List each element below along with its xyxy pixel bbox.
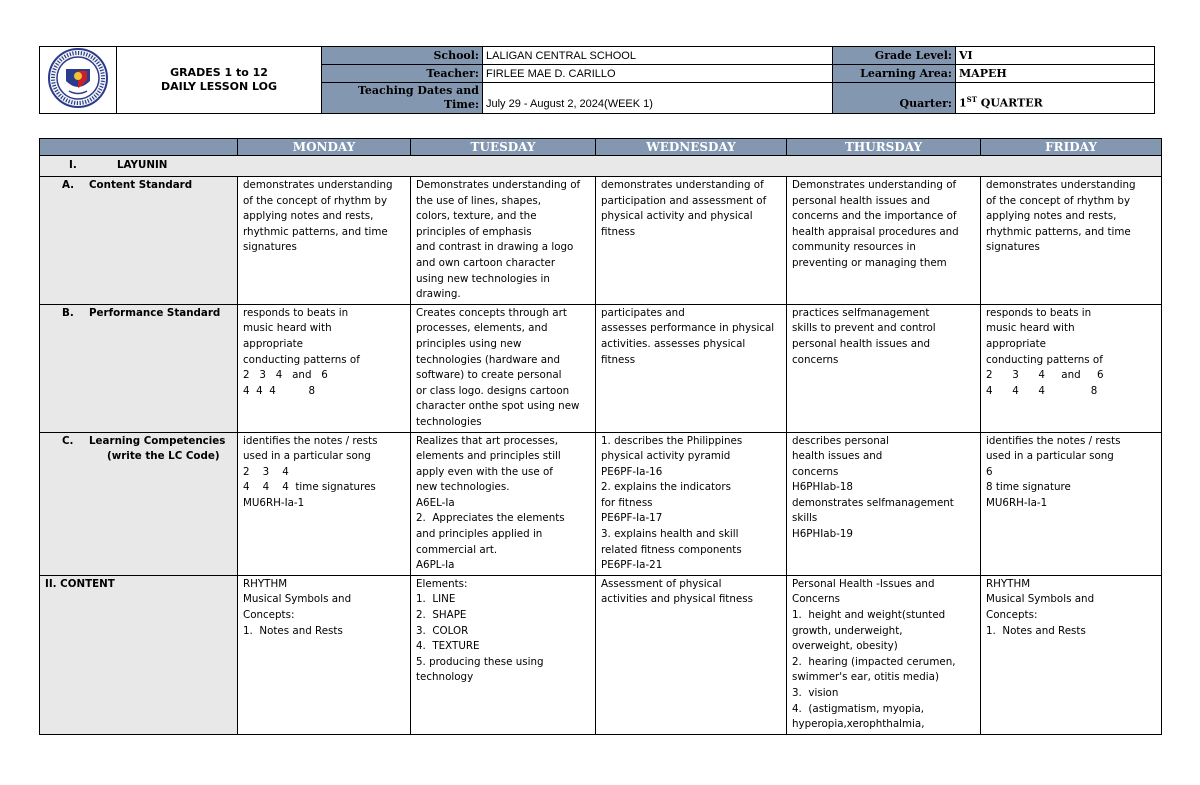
cell-line: Elements: — [416, 577, 468, 590]
cell-line: Personal Health -Issues and — [792, 577, 935, 590]
row-content-standard — [40, 177, 1162, 305]
cell-line: H6PHIab-18 — [792, 481, 853, 494]
row-label — [40, 575, 238, 734]
cell-line: appropriate — [986, 337, 1047, 350]
cell-line: 4 4 4 8 — [243, 384, 316, 397]
school-value: LALIGAN CENTRAL SCHOOL — [483, 47, 833, 65]
cell-thursday — [787, 575, 981, 734]
row-label — [40, 177, 238, 305]
cell-line: RHYTHM — [986, 577, 1031, 590]
cell-line: Musical Symbols and — [986, 593, 1095, 606]
cell-line: skills — [792, 512, 818, 525]
cell-monday — [238, 177, 411, 305]
cell-line: 5. producing these using — [416, 655, 544, 668]
cell-line: physical activity and physical — [601, 210, 753, 223]
cell-line: overweight, obesity) — [792, 640, 898, 653]
cell-line: technologies — [416, 415, 482, 428]
day-tuesday: TUESDAY — [411, 139, 596, 156]
header-table — [39, 46, 1155, 114]
corner-cell — [40, 139, 238, 156]
area-value: MAPEH — [956, 65, 1155, 83]
section-layunin — [40, 156, 1162, 177]
cell-line: processes, elements, and — [416, 322, 548, 335]
cell-line: 6 — [986, 465, 993, 478]
cell-line: H6PHIab-19 — [792, 528, 853, 541]
row-number: C. — [62, 434, 74, 447]
day-header-row — [40, 139, 1162, 156]
quarter-number: 1 — [959, 97, 967, 110]
cell-line: 8 time signature — [986, 481, 1071, 494]
cell-friday — [981, 177, 1162, 305]
school-label: School: — [322, 47, 483, 65]
cell-line: 1. describes the Philippines — [601, 434, 743, 447]
cell-line: responds to beats in — [986, 306, 1092, 319]
cell-line: rhythmic patterns, and time — [986, 225, 1131, 238]
cell-monday — [238, 304, 411, 432]
cell-wednesday — [596, 575, 787, 734]
cell-line: demonstrates understanding — [243, 179, 393, 191]
cell-line: apply even with the use of — [416, 465, 553, 478]
cell-thursday — [787, 304, 981, 432]
cell-line: 3. vision — [792, 687, 839, 699]
cell-thursday — [787, 432, 981, 575]
cell-line: 4. (astigmatism, myopia, — [792, 702, 925, 715]
cell-tuesday — [411, 177, 596, 305]
cell-friday — [981, 432, 1162, 575]
cell-line: technologies (hardware and — [416, 353, 561, 366]
cell-line: used in a particular song — [986, 450, 1114, 463]
cell-line: signatures — [986, 241, 1040, 254]
cell-line: PE6PF-Ia-21 — [601, 559, 663, 572]
logo-cell — [40, 47, 117, 114]
cell-line: applying notes and rests, — [986, 210, 1117, 223]
cell-line: 1. Notes and Rests — [986, 624, 1086, 637]
cell-line: of the concept of rhythm by — [243, 194, 388, 207]
cell-thursday — [787, 177, 981, 305]
cell-line: commercial art. — [416, 543, 498, 556]
row-label — [40, 432, 238, 575]
cell-line: Assessment of physical — [601, 577, 722, 590]
title-line-2: DAILY LESSON LOG — [160, 80, 278, 93]
row-title: Content Standard — [89, 179, 193, 191]
row-title: Learning Competencies — [89, 434, 226, 447]
row-number: A. — [62, 179, 75, 191]
cell-line: concerns — [792, 353, 839, 366]
cell-line: 2. Appreciates the elements — [416, 512, 565, 525]
quarter-suffix: ST — [966, 95, 977, 105]
cell-line: signatures — [243, 241, 297, 254]
cell-line: activities and physical fitness — [601, 593, 753, 606]
cell-line: 4. TEXTURE — [416, 640, 480, 653]
row-performance-standard — [40, 304, 1162, 432]
cell-line: fitness — [601, 353, 636, 366]
day-wednesday: WEDNESDAY — [596, 139, 787, 156]
quarter-word: QUARTER — [976, 97, 1043, 110]
cell-line: 2. SHAPE — [416, 609, 467, 622]
cell-line: of the concept of rhythm by — [986, 194, 1131, 207]
section-layunin-label — [40, 156, 1162, 177]
cell-line: demonstrates selfmanagement — [792, 496, 954, 509]
cell-line: 1. Notes and Rests — [243, 624, 343, 637]
section-number: I. — [69, 159, 77, 172]
row-subtitle: (write the LC Code) — [107, 450, 220, 463]
cell-line: colors, texture, and the — [416, 210, 537, 223]
cell-line: conducting patterns of — [986, 353, 1103, 366]
section-title: LAYUNIN — [117, 159, 168, 172]
cell-line: demonstrates understanding of — [601, 179, 764, 191]
cell-line: describes personal — [792, 434, 889, 447]
cell-wednesday — [596, 304, 787, 432]
cell-line: demonstrates understanding — [986, 179, 1136, 191]
cell-tuesday — [411, 432, 596, 575]
day-monday: MONDAY — [238, 139, 411, 156]
cell-line: RHYTHM — [243, 577, 288, 590]
cell-line: hyperopia,xerophthalmia, — [792, 718, 925, 731]
cell-line: or class logo. designs cartoon — [416, 384, 570, 397]
cell-line: appropriate — [243, 337, 304, 350]
dates-label-line-1: Teaching Dates and — [357, 84, 479, 97]
dates-label — [322, 83, 483, 114]
row-number: B. — [62, 306, 74, 319]
cell-line: using new technologies in — [416, 272, 550, 285]
cell-line: physical activity pyramid — [601, 450, 731, 463]
cell-line: 2. explains the indicators — [601, 481, 731, 494]
cell-line: music heard with — [986, 322, 1075, 335]
cell-line: PE6PF-Ia-17 — [601, 512, 663, 525]
cell-friday — [981, 304, 1162, 432]
cell-line: drawing. — [416, 288, 461, 301]
cell-line: 3. COLOR — [416, 624, 469, 637]
cell-line: and own cartoon character — [416, 256, 556, 269]
cell-line: participation and assessment of — [601, 194, 767, 207]
teacher-label: Teacher: — [322, 65, 483, 83]
lesson-table — [39, 138, 1162, 735]
cell-line: applying notes and rests, — [243, 210, 374, 223]
cell-line: for fitness — [601, 496, 653, 509]
quarter-label: Quarter: — [833, 83, 956, 114]
cell-line: rhythmic patterns, and time — [243, 225, 388, 238]
cell-line: personal health issues and — [792, 194, 931, 207]
cell-wednesday — [596, 432, 787, 575]
cell-line: assesses performance in physical — [601, 322, 775, 335]
grade-value: VI — [956, 47, 1155, 65]
cell-line: identifies the notes / rests — [243, 434, 378, 447]
dates-value: July 29 - August 2, 2024(WEEK 1) — [483, 83, 833, 114]
teacher-value: FIRLEE MAE D. CARILLO — [483, 65, 833, 83]
cell-line: personal health issues and — [792, 337, 931, 350]
day-friday: FRIDAY — [981, 139, 1162, 156]
cell-line: Realizes that art processes, — [416, 434, 559, 447]
cell-line: Musical Symbols and — [243, 593, 352, 606]
cell-line: responds to beats in — [243, 306, 349, 319]
cell-line: community resources in — [792, 241, 916, 254]
cell-line: Creates concepts through art — [416, 306, 567, 319]
cell-line: and principles applied in — [416, 528, 543, 541]
log-title — [117, 47, 322, 114]
dates-label-line-2: Time: — [443, 98, 479, 111]
cell-line: principles of emphasis — [416, 225, 532, 238]
row-label — [40, 304, 238, 432]
cell-line: PE6PF-Ia-16 — [601, 465, 663, 478]
cell-line: swimmer's ear, otitis media) — [792, 671, 939, 684]
cell-line: 2 3 4 — [243, 465, 289, 478]
cell-line: health issues and — [792, 450, 883, 463]
cell-line: 2. hearing (impacted cerumen, — [792, 655, 956, 668]
cell-line: skills to prevent and control — [792, 322, 936, 335]
row-title: Performance Standard — [89, 306, 221, 319]
cell-line: Concepts: — [243, 609, 295, 622]
cell-line: 2 3 4 and 6 — [986, 369, 1104, 382]
row-content — [40, 575, 1162, 734]
cell-line: software) to create personal — [416, 369, 562, 382]
cell-monday — [238, 432, 411, 575]
cell-line: participates and — [601, 306, 685, 319]
cell-line: Concerns — [792, 593, 840, 606]
cell-line: health appraisal procedures and — [792, 225, 959, 238]
cell-monday — [238, 575, 411, 734]
cell-line: MU6RH-Ia-1 — [243, 496, 305, 509]
cell-line: Demonstrates understanding of — [416, 179, 581, 191]
cell-line: technology — [416, 671, 474, 684]
cell-line: principles using new — [416, 337, 522, 350]
cell-line: related fitness components — [601, 543, 742, 556]
cell-line: A6PL-Ia — [416, 559, 455, 572]
cell-line: practices selfmanagement — [792, 306, 930, 319]
cell-line: Concepts: — [986, 609, 1038, 622]
cell-wednesday — [596, 177, 787, 305]
title-line-1: GRADES 1 to 12 — [170, 66, 268, 79]
cell-line: conducting patterns of — [243, 353, 360, 366]
cell-line: the use of lines, shapes, — [416, 194, 542, 207]
cell-line: preventing or managing them — [792, 256, 947, 269]
cell-line: 4 4 4 8 — [986, 384, 1098, 397]
cell-line: MU6RH-Ia-1 — [986, 496, 1048, 509]
deped-seal-icon — [47, 47, 109, 109]
cell-line: Demonstrates understanding of — [792, 179, 957, 191]
cell-friday — [981, 575, 1162, 734]
area-label: Learning Area: — [833, 65, 956, 83]
cell-line: music heard with — [243, 322, 332, 335]
cell-line: new technologies. — [416, 481, 510, 494]
cell-line: character onthe spot using new — [416, 400, 580, 413]
row-learning-competencies — [40, 432, 1162, 575]
cell-line: concerns and the importance of — [792, 210, 957, 223]
quarter-value — [956, 83, 1155, 114]
cell-line: 1. height and weight(stunted — [792, 609, 946, 622]
cell-line: 4 4 4 time signatures — [243, 481, 376, 494]
cell-tuesday — [411, 304, 596, 432]
row-number: II. — [45, 577, 57, 590]
cell-line: concerns — [792, 465, 839, 478]
cell-line: activities. assesses physical — [601, 337, 746, 350]
cell-line: A6EL-Ia — [416, 496, 455, 509]
cell-line: 1. LINE — [416, 593, 456, 606]
cell-tuesday — [411, 575, 596, 734]
cell-line: fitness — [601, 225, 636, 238]
cell-line: 3. explains health and skill — [601, 528, 739, 541]
cell-line: 2 3 4 and 6 — [243, 369, 328, 382]
cell-line: identifies the notes / rests — [986, 434, 1121, 447]
cell-line: elements and principles still — [416, 450, 561, 463]
row-title: CONTENT — [60, 577, 115, 590]
grade-label: Grade Level: — [833, 47, 956, 65]
day-thursday: THURSDAY — [787, 139, 981, 156]
cell-line: used in a particular song — [243, 450, 371, 463]
cell-line: and contrast in drawing a logo — [416, 241, 574, 254]
cell-line: growth, underweight, — [792, 624, 903, 637]
